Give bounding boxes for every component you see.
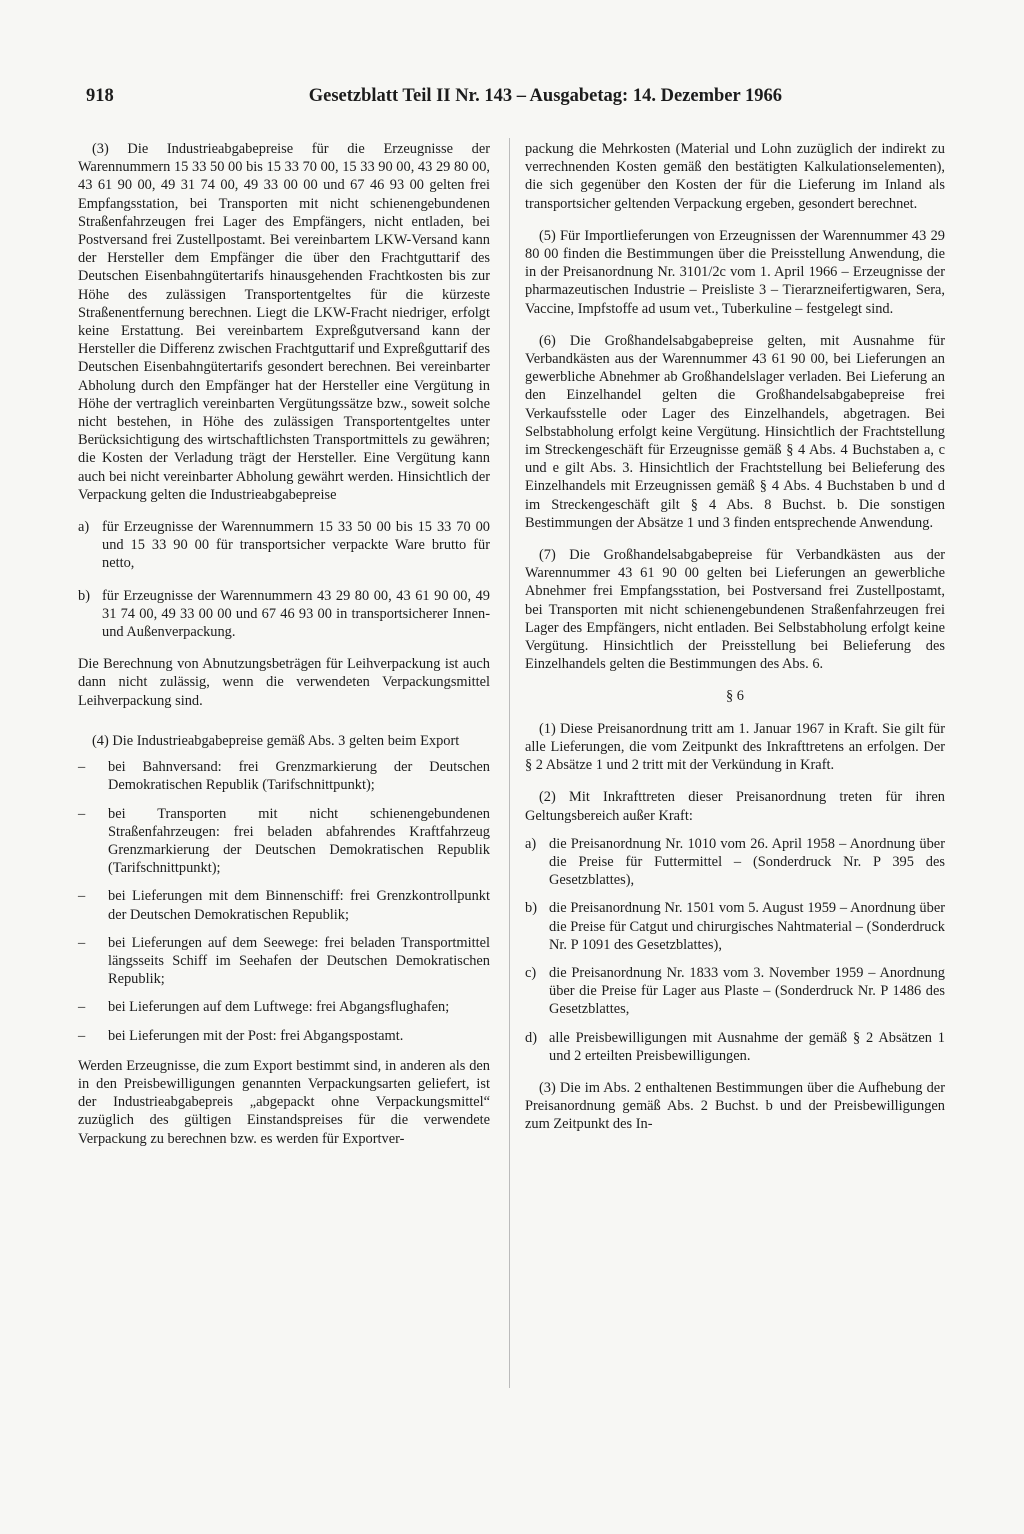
export-text: bei Lieferungen auf dem Seewege: frei beladen Transportmittel längsseits Schiff im Seehafen der Deutschen Demokratischen Republik; [108,934,490,988]
repeal-item-a [525,835,945,890]
right-column [525,140,945,1148]
left-column [78,140,490,1162]
list-text: alle Preisbewilligungen mit Ausnahme der gemäß § 2 Absätzen 1 und 2 erteilten Preisbewilligungen. [549,1029,945,1064]
list-marker: a) [78,519,90,536]
paragraph-export: Werden Erzeugnisse, die zum Export bestimmt sind, in anderen als den in den Preisbewilligungen genannten Verpackungsarten geliefert, ist der Industrieabgabepreis „abgepackt ohne Verpackungsmittel“ zuzüglich des gültigen Einstandspreises für die verwendete Verpackung zu berechnen bzw. es werden für Exportver- [78,1057,490,1147]
export-item [78,758,490,794]
dash-marker: – [78,759,86,776]
list-marker: a) [525,835,537,852]
repeal-item-d [525,1029,945,1065]
repeal-item-c [525,964,945,1019]
section-heading: § 6 [726,688,744,705]
export-text: bei Bahnversand: frei Grenzmarkierung der Deutschen Demokratischen Republik (Tarifschnittpunkt); [108,759,490,794]
export-item [78,887,490,923]
export-text: bei Lieferungen auf dem Luftwege: frei Abgangsflughafen; [108,999,450,1016]
paragraph-continued: packung die Mehrkosten (Material und Lohn zuzüglich der indirekt zu verrechnenden Kosten gemäß den bestätigten Kalkulationselementen), die sich gegenüber den Kosten der für die Lieferung im Inland als transportsicher geltenden Verpackung ergeben, gesondert berechnet. [525,141,945,212]
list-text: die Preisanordnung Nr. 1501 vom 5. August 1959 – Anordnung über die Preise für Catgut und chirurgisches Nahtmaterial – (Sonderdruck Nr. P 1091 des Gesetzblattes), [549,900,945,953]
column-divider [509,138,510,1388]
paragraph-6: (6) Die Großhandelsabgabepreise gelten, mit Ausnahme für Verbandkästen aus der Warennummer 43 61 90 00, bei Lieferungen an gewerbliche Abnehmer ab Großhandelslager verladen. Bei Lieferung an den Einzelhandel gelten die Großhandelsabgabepreise frei Verkaufsstelle oder Lager des Einzelhandels, abgetragen. Bei Selbstabholung erfolgt keine Vergütung. Hinsichtlich der Frachtstellung im Streckengeschäft für Erzeugnisse gemäß § 4 Abs. 4 Buchstaben a, c und e gilt Abs. 3. Hinsichtlich der Frachtstellung bei Belieferung des Einzelhandels mit Erzeugnissen gemäß § 4 Abs. 4 Buchstaben b und d im Streckengeschäft gilt § 4 Abs. 8 Buchst. b. Die sonstigen Bestimmungen der Absätze 1 und 3 finden entsprechende Anwendung. [525,332,945,531]
dash-marker: – [78,805,86,822]
export-item [78,934,490,989]
list-marker: b) [525,900,537,917]
list-item-a [78,518,490,573]
paragraph-leihverpackung: Die Berechnung von Abnutzungsbeträgen für Leihverpackung ist auch dann nicht zulässig, wenn die verwendeten Verpackungsmittel Leihverpackung sind. [78,656,490,709]
paragraph-7: (7) Die Großhandelsabgabepreise für Verbandkästen aus der Warennummer 43 61 90 00 gelten bei Lieferungen an gewerbliche Abnehmer frei Empfangsstation, bei Postversand frei Zustellpostamt, bei Transporten mit nicht schienengebundenen Straßenfahrzeugen frei Lager des Empfängers, nicht entladen. Bei Selbstabholung erfolgt keine Vergütung. Hinsichtlich der Preisstellung bei Belieferung des Einzelhandels gelten die Bestimmungen des Abs. 6. [525,547,945,673]
section6-paragraph-1: (1) Diese Preisanordnung tritt am 1. Januar 1967 in Kraft. Sie gilt für alle Lieferungen, die vom Zeitpunkt des Inkrafttretens an erfolgen. Der § 2 Absätze 1 und 2 tritt mit der Verkündung in Kraft. [525,720,945,774]
page-number: 918 [86,86,114,106]
export-text: bei Lieferungen mit der Post: frei Abgangspostamt. [108,1027,404,1044]
paragraph-4: (4) Die Industrieabgabepreise gemäß Abs. 3 gelten beim Export [92,732,460,749]
export-item [78,998,490,1016]
dash-marker: – [78,934,86,951]
list-marker: d) [525,1029,537,1046]
list-text: für Erzeugnisse der Warennummern 15 33 50 00 bis 15 33 70 00 und 15 33 90 00 für transportsicher verpackte Ware brutto für netto, [102,519,490,572]
dash-marker: – [78,1027,86,1044]
export-text: bei Transporten mit nicht schienengebundenen Straßenfahrzeugen: frei beladen abfahrendes Kraftfahrzeug Grenzmarkierung der Deutschen Demokratischen Republik (Tarifschnittpunkt); [108,805,490,877]
section6-paragraph-2: (2) Mit Inkrafttreten dieser Preisanordnung treten für ihren Geltungsbereich außer Kraft: [525,789,945,824]
list-marker: b) [78,587,90,604]
dash-marker: – [78,999,86,1016]
page-header [86,86,782,114]
list-marker: c) [525,964,537,981]
list-text: die Preisanordnung Nr. 1010 vom 26. April 1958 – Anordnung über die Preise für Futtermittel – (Sonderdruck Nr. P 395 des Gesetzblattes), [549,835,945,889]
export-item [78,1027,490,1045]
list-text: für Erzeugnisse der Warennummern 43 29 80 00, 43 61 90 00, 49 31 74 00, 49 33 00 00 und 67 46 93 00 in transportsicherer Innen- und Außenverpackung. [102,587,490,641]
section6-paragraph-3: (3) Die im Abs. 2 enthaltenen Bestimmungen über die Aufhebung der Preisanordnung gemäß Abs. 2 Buchst. b und der Preisbewilligungen zum Zeitpunkt des In- [525,1079,945,1133]
export-text: bei Lieferungen mit dem Binnenschiff: frei Grenzkontrollpunkt der Deutschen Demokratischen Republik; [108,888,490,923]
dash-marker: – [78,888,86,905]
list-text: die Preisanordnung Nr. 1833 vom 3. November 1959 – Anordnung über die Preise für Lager aus Plaste – (Sonderdruck Nr. P 1486 des Gesetzblattes, [549,964,945,1018]
gazette-title: Gesetzblatt Teil II Nr. 143 – Ausgabetag: 14. Dezember 1966 [308,86,782,106]
paragraph-3: (3) Die Industrieabgabepreise für die Erzeugnisse der Warennummern 15 33 50 00 bis 15 33 70 00, 15 33 90 00, 43 29 80 00, 43 61 90 00, 49 31 74 00, 49 33 00 00 und 67 46 93 00 gelten frei Empfangsstation, bei Transporten mit nicht schienengebundenen Straßenfahrzeugen frei Lager des Empfängers, nicht entladen, bei Postversand frei Zustellpostamt. Bei vereinbartem LKW-Versand kann der Hersteller dem Empfänger die über den Frachtguttarif des Deutschen Eisenbahngütertarifs hinausgehenden Frachtkosten bis zur Höhe des zulässigen Transportentgeltes für die kürzeste Straßenentfernung berechnen. Liegt die LKW-Fracht niedriger, erfolgt keine Erstattung. Bei vereinbartem Expreßgutversand kann der Hersteller die Differenz zwischen Frachtguttarif und Expreßguttarif des Deutschen Eisenbahngütertarifs gesondert berechnen. Bei vereinbarter Abholung durch den Empfänger hat der Hersteller eine Vergütung in Höhe der vertraglich vereinbarten Vergütungssätze bzw., soweit solche nicht bestehen, in Höhe des zulässigen Transportentgeltes unter Berücksichtigung des wirtschaftlichsten Transportmittels zu gewähren; die Kosten der Verladung trägt der Hersteller. Eine Vergütung kann auch bei nicht vereinbarter Abholung gewährt werden. Hinsichtlich der Verpackung gelten die Industrieabgabepreise [78,141,490,503]
list-item-b [78,587,490,642]
repeal-item-b [525,899,945,954]
export-item [78,805,490,878]
paragraph-5: (5) Für Importlieferungen von Erzeugnissen der Warennummer 43 29 80 00 finden die Bestimmungen über die Preisstellung Anwendung, die in der Preisanordnung Nr. 3101/2c vom 1. April 1966 – Erzeugnisse der pharmazeutischen Industrie – Preisliste 3 – Tierarzneifertigwaren, Sera, Vaccine, Impfstoffe ad usum vet., Tuberkuline – festgelegt sind. [525,227,945,317]
